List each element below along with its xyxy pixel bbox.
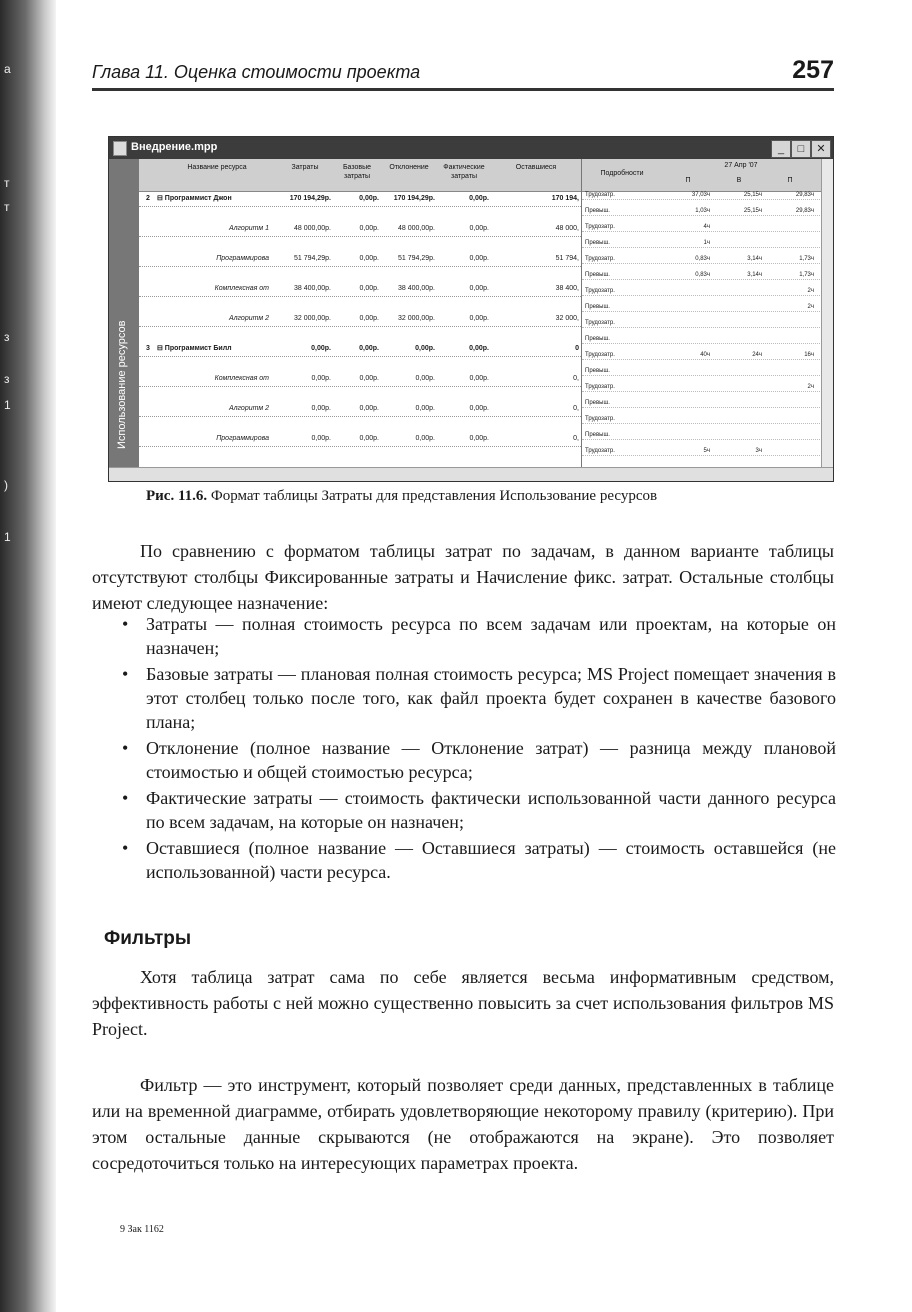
- cost-cell: 48 000,00р.: [398, 225, 435, 232]
- work-value: 29,83ч: [795, 192, 814, 198]
- work-value: 0,83ч: [695, 256, 710, 262]
- column-header-cost[interactable]: Затраты: [291, 164, 319, 171]
- work-value: 2ч: [807, 288, 814, 294]
- timescale-header: [581, 159, 822, 192]
- cost-cell: 0,00р.: [359, 255, 379, 262]
- cost-cell: 0,00р.: [469, 285, 489, 292]
- work-value: 1ч: [703, 240, 710, 246]
- cost-cell: 51 794,: [555, 255, 579, 262]
- detail-label: Превыш.: [585, 368, 610, 374]
- work-value: 2ч: [807, 304, 814, 310]
- table-row[interactable]: [139, 251, 581, 267]
- cost-cell: 51 794,29р.: [398, 255, 435, 262]
- cost-cell: 0,00р.: [311, 435, 331, 442]
- resource-table: [139, 191, 581, 467]
- cost-cell: 170 194,29р.: [393, 195, 435, 202]
- cost-cell: 32 000,00р.: [398, 315, 435, 322]
- cost-cell: 38 400,: [555, 285, 579, 292]
- table-row[interactable]: [139, 221, 581, 237]
- row-number: 3: [146, 345, 150, 352]
- detail-label: Превыш.: [585, 400, 610, 406]
- figure-caption-text: Формат таблицы Затраты для представления Использование ресурсов: [210, 488, 658, 504]
- column-header-variance[interactable]: Отклонение: [389, 164, 429, 171]
- cost-cell: 0,00р.: [359, 225, 379, 232]
- list-item: • Отклонение (полное название — Отклонение затрат) — разница между плановой стоимостью и общей стоимостью ресурса;: [146, 736, 836, 784]
- cost-cell: 0,00р.: [415, 345, 435, 352]
- horizontal-scrollbar[interactable]: [109, 467, 833, 481]
- minimize-button[interactable]: _: [771, 140, 791, 158]
- figure-caption-label: Рис. 11.6.: [146, 488, 208, 504]
- column-description-list: [146, 612, 836, 886]
- view-name-label: Использование ресурсов: [116, 320, 128, 449]
- timescale-row: [582, 271, 822, 280]
- timescale-row: [582, 255, 822, 264]
- cost-cell: 0,00р.: [469, 195, 489, 202]
- list-item: • Базовые затраты — плановая полная стоимость ресурса; MS Project помещает значения в этот столбец только после того, как файл проекта будет сохранен в качестве базового плана;: [146, 662, 836, 734]
- resource-name: Комплексная от: [214, 285, 269, 292]
- detail-label: Трудозатр.: [585, 352, 615, 358]
- timescale-row: [582, 287, 822, 296]
- table-row[interactable]: [139, 401, 581, 417]
- filters-paragraph-2: Фильтр — это инструмент, который позволяет среди данных, представленных в таблице или на временной диаграмме, отбирать удовлетворяющие некоторому правилу (критерию). При этом остальные данные скрываются (не отображаются на экране). Это позволяет сосредоточиться только на интересующих параметрах проекта.: [92, 1075, 834, 1173]
- work-value: 40ч: [700, 352, 710, 358]
- cost-cell: 0,00р.: [359, 345, 379, 352]
- detail-label: Превыш.: [585, 432, 610, 438]
- detail-label: Превыш.: [585, 240, 610, 246]
- margin-letter: з: [4, 372, 10, 386]
- cost-cell: 0,00р.: [359, 435, 379, 442]
- column-header-name[interactable]: Название ресурса: [187, 164, 247, 171]
- timescale-row: [582, 367, 822, 376]
- list-item: • Затраты — полная стоимость ресурса по всем задачам или проектам, на которые он назначен;: [146, 612, 836, 660]
- work-value: 1,03ч: [695, 208, 710, 214]
- detail-label: Трудозатр.: [585, 256, 615, 262]
- timescale-row: [582, 239, 822, 248]
- close-button[interactable]: ✕: [811, 140, 831, 158]
- timescale-row: [582, 399, 822, 408]
- detail-label: Трудозатр.: [585, 320, 615, 326]
- work-value: 3,14ч: [747, 256, 762, 262]
- cost-cell: 32 000,00р.: [294, 315, 331, 322]
- timescale-row: [582, 223, 822, 232]
- table-row[interactable]: [139, 281, 581, 297]
- work-value: 2ч: [807, 384, 814, 390]
- cost-cell: 0,00р.: [415, 435, 435, 442]
- column-header-baseline[interactable]: Базовые затраты: [342, 164, 372, 180]
- filters-paragraph-1: Хотя таблица затрат сама по себе является весьма информативным средством, эффективность работы с ней можно существенно повысить за счет использования фильтров MS Project.: [92, 967, 834, 1039]
- cost-cell: 48 000,: [555, 225, 579, 232]
- cost-cell: 48 000,00р.: [294, 225, 331, 232]
- timescale-row: [582, 351, 822, 360]
- detail-label: Трудозатр.: [585, 288, 615, 294]
- cost-cell: 0,: [573, 435, 579, 442]
- table-row[interactable]: [139, 311, 581, 327]
- resource-name: Программирова: [216, 435, 269, 442]
- work-value: 37,03ч: [691, 192, 710, 198]
- maximize-button[interactable]: □: [791, 140, 811, 158]
- section-heading: Фильтры: [104, 928, 192, 949]
- cost-cell: 0,00р.: [311, 345, 331, 352]
- cost-cell: 0,: [573, 375, 579, 382]
- work-value: 1,73ч: [799, 256, 814, 262]
- timescale-row: [582, 447, 822, 456]
- cost-cell: 0,00р.: [415, 375, 435, 382]
- timescale-row: [582, 415, 822, 424]
- detail-label: Трудозатр.: [585, 384, 615, 390]
- resource-name: Комплексная от: [214, 375, 269, 382]
- timescale-day: П: [685, 177, 691, 184]
- view-side-banner: [109, 159, 139, 467]
- work-value: 1,73ч: [799, 272, 814, 278]
- table-row[interactable]: [139, 191, 581, 207]
- cost-cell: 0,00р.: [469, 255, 489, 262]
- cost-cell: 0,00р.: [311, 405, 331, 412]
- cost-cell: 0,00р.: [359, 285, 379, 292]
- intro-paragraph: По сравнению с форматом таблицы затрат по задачам, в данном варианте таблицы отсутствуют столбцы Фиксированные затраты и Начисление фикс. затрат. Остальные столбцы имеют следующее назначение:: [92, 541, 834, 613]
- work-value: 25,15ч: [743, 192, 762, 198]
- margin-letter: 1: [4, 398, 11, 412]
- cost-cell: 0,00р.: [359, 405, 379, 412]
- cost-cell: 0,00р.: [311, 375, 331, 382]
- margin-letter: т: [4, 200, 10, 214]
- page-header: [92, 56, 834, 91]
- margin-letter: а: [4, 62, 11, 76]
- timescale-row: [582, 431, 822, 440]
- detail-label: Превыш.: [585, 208, 610, 214]
- list-item: • Фактические затраты — стоимость фактически использованной части данного ресурса по всем задачам, на которые он назначен;: [146, 786, 836, 834]
- window-title: Внедрение.mpp: [131, 141, 218, 153]
- row-number: 2: [146, 195, 150, 202]
- details-header: Подробности: [600, 170, 644, 177]
- resource-name: Алгоритм 2: [228, 315, 269, 322]
- cost-cell: 0,00р.: [415, 405, 435, 412]
- work-value: 25,15ч: [743, 208, 762, 214]
- cost-cell: 0,00р.: [469, 315, 489, 322]
- timescale-row: [582, 207, 822, 216]
- timescale-row: [582, 319, 822, 328]
- timescale-grid: [581, 191, 822, 467]
- resource-name: Программирова: [216, 255, 269, 262]
- work-value: 16ч: [804, 352, 814, 358]
- detail-label: Трудозатр.: [585, 448, 615, 454]
- work-value: 29,83ч: [795, 208, 814, 214]
- margin-letter: 1: [4, 530, 11, 544]
- resource-name: Алгоритм 1: [228, 225, 269, 232]
- work-value: 3,14ч: [747, 272, 762, 278]
- document-icon: [113, 141, 127, 156]
- page-number: 257: [792, 56, 834, 84]
- detail-label: Превыш.: [585, 336, 610, 342]
- figure-caption: [146, 488, 806, 505]
- detail-label: Трудозатр.: [585, 192, 615, 198]
- resource-name: Алгоритм 2: [228, 405, 269, 412]
- timescale-date: 27 Апр '07: [724, 162, 758, 169]
- work-value: 3ч: [755, 448, 762, 454]
- cost-cell: 38 400,00р.: [398, 285, 435, 292]
- detail-label: Трудозатр.: [585, 224, 615, 230]
- cost-cell: 32 000,: [555, 315, 579, 322]
- resource-name: ⊟ Программист Джон: [157, 195, 232, 202]
- table-header: [139, 159, 581, 192]
- cost-cell: 0,00р.: [359, 315, 379, 322]
- cost-cell: 51 794,29р.: [294, 255, 331, 262]
- timescale-row: [582, 303, 822, 312]
- work-value: 5ч: [703, 448, 710, 454]
- timescale-day: П: [787, 177, 793, 184]
- work-value: 4ч: [703, 224, 710, 230]
- cost-cell: 0,00р.: [469, 345, 489, 352]
- cost-cell: 0,: [573, 405, 579, 412]
- cost-cell: 0,00р.: [469, 225, 489, 232]
- book-spine-shadow: [0, 0, 56, 1312]
- cost-cell: 170 194,: [551, 195, 579, 202]
- timescale-row: [582, 335, 822, 344]
- cost-cell: 0: [575, 345, 579, 352]
- timescale-row: [582, 191, 822, 200]
- cost-cell: 0,00р.: [359, 195, 379, 202]
- cost-cell: 170 194,29р.: [289, 195, 331, 202]
- printer-footer-mark: 9 Зак 1162: [120, 1224, 164, 1235]
- margin-letter: з: [4, 330, 10, 344]
- cost-cell: 0,00р.: [469, 435, 489, 442]
- detail-label: Превыш.: [585, 272, 610, 278]
- cost-cell: 0,00р.: [359, 375, 379, 382]
- cost-cell: 0,00р.: [469, 405, 489, 412]
- table-row[interactable]: [139, 431, 581, 447]
- column-header-remaining[interactable]: Оставшиеся: [515, 164, 557, 171]
- detail-label: Превыш.: [585, 304, 610, 310]
- chapter-title: Глава 11. Оценка стоимости проекта: [92, 62, 421, 82]
- window-titlebar: [109, 137, 833, 159]
- list-item: • Оставшиеся (полное название — Оставшиеся затраты) — стоимость оставшейся (не использованной) части ресурса.: [146, 836, 836, 884]
- table-row[interactable]: [139, 371, 581, 387]
- resource-name: ⊟ Программист Билл: [157, 345, 232, 352]
- project-window-figure: [108, 136, 834, 482]
- timescale-day: В: [736, 177, 742, 184]
- work-value: 0,83ч: [695, 272, 710, 278]
- cost-cell: 38 400,00р.: [294, 285, 331, 292]
- margin-letter: т: [4, 176, 10, 190]
- cost-cell: 0,00р.: [469, 375, 489, 382]
- work-value: 24ч: [752, 352, 762, 358]
- detail-label: Трудозатр.: [585, 416, 615, 422]
- margin-letter: ): [4, 478, 8, 492]
- vertical-scrollbar[interactable]: [821, 159, 833, 467]
- timescale-row: [582, 383, 822, 392]
- table-row[interactable]: [139, 341, 581, 357]
- column-header-actual[interactable]: Фактические затраты: [443, 164, 485, 180]
